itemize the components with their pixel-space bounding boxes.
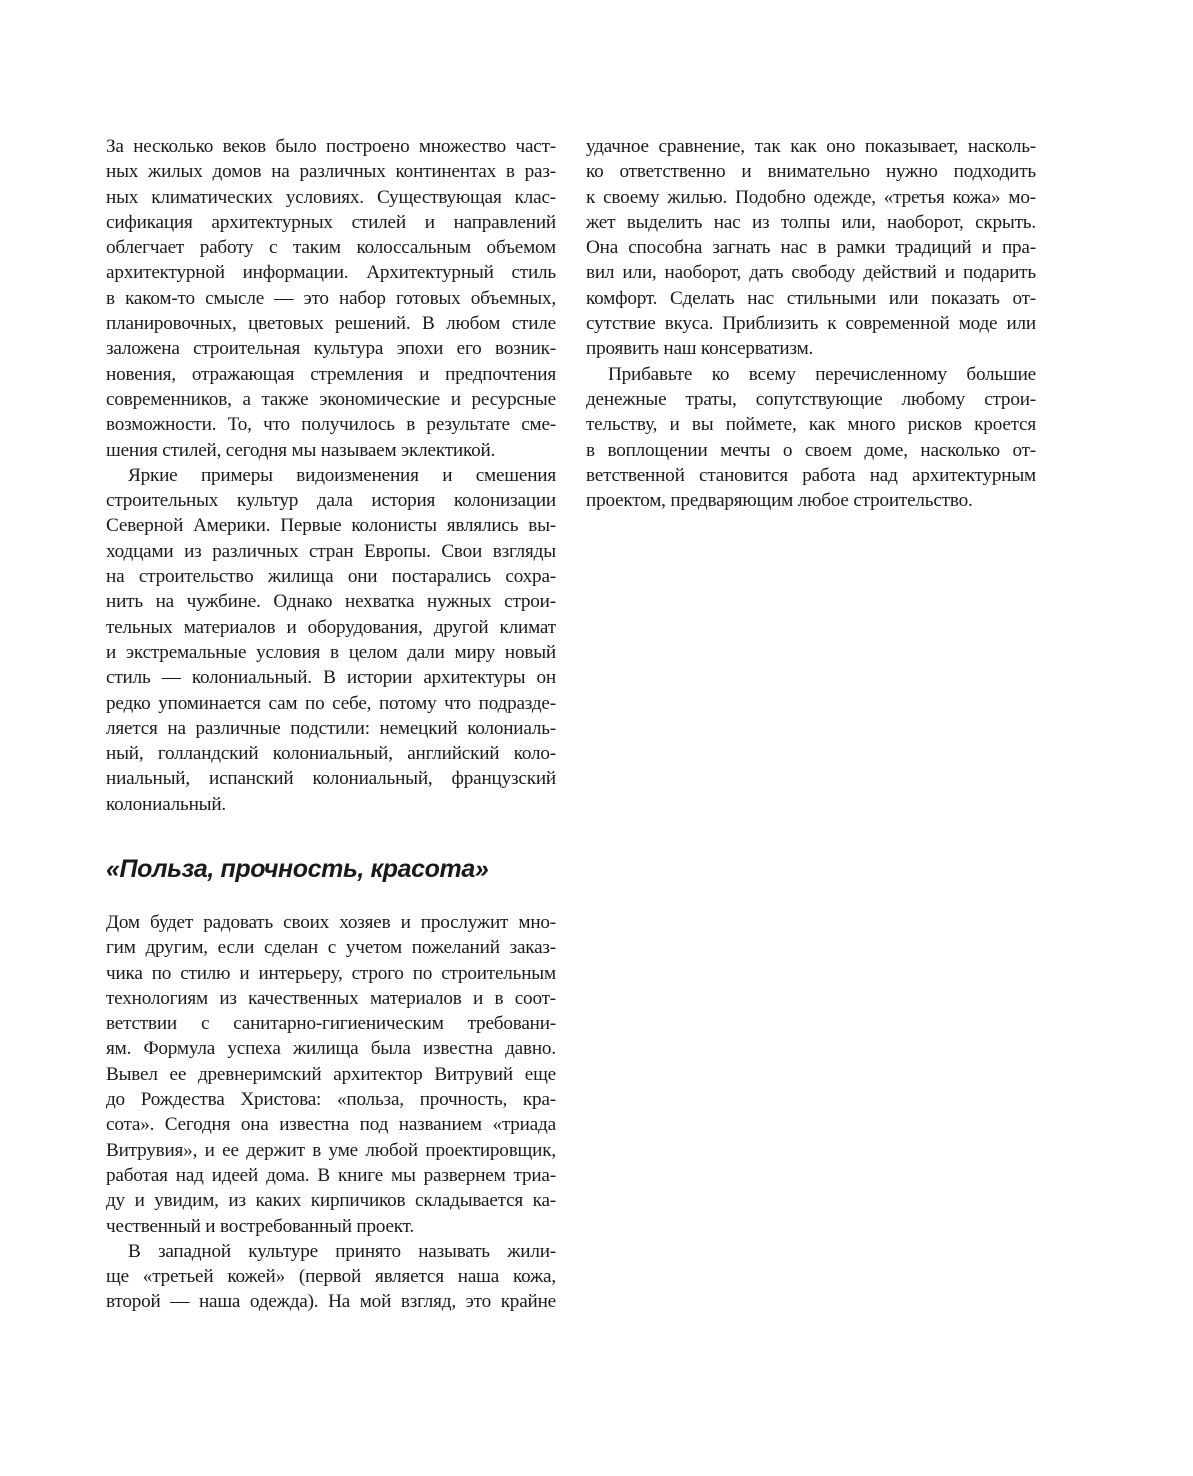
text-line: в каком-то смысле — это набор готовых объемных, xyxy=(106,287,556,309)
text-line: до Рождества Христова: «польза, прочность, кра- xyxy=(106,1089,556,1111)
text-line: ветствии с санитарно-гигиеническим требовани- xyxy=(106,1013,556,1035)
text-line: в воплощении мечты о своем доме, насколько от- xyxy=(586,439,1036,461)
text-line: ще «третьей кожей» (первой является наша кожа, xyxy=(106,1266,556,1288)
text-line: ных климатических условиях. Существующая клас- xyxy=(106,186,556,208)
text-line: чика по стилю и интерьеру, строго по строительным xyxy=(106,962,556,984)
text-line: к своему жилью. Подобно одежде, «третья кожа» мо- xyxy=(586,186,1036,208)
text-line: комфорт. Сделать нас стильными или показать от- xyxy=(586,287,1036,309)
text-line: второй — наша одежда). На мой взгляд, это крайне xyxy=(106,1291,556,1313)
text-line: За несколько веков было построено множество част- xyxy=(106,136,556,157)
text-line: ляется на различные подстили: немецкий колониаль- xyxy=(106,717,556,739)
text-line: современников, а также экономические и ресурсные xyxy=(106,388,556,410)
text-line: облегчает работу с таким колоссальным объемом xyxy=(106,237,556,259)
left-column xyxy=(106,134,556,817)
text-line: Она способна загнать нас в рамки традиций и пра- xyxy=(586,237,1036,259)
text-line: колониальный. xyxy=(106,793,227,815)
text-line: проявить наш консерватизм. xyxy=(586,338,814,360)
text-line: нить на чужбине. Однако нехватка нужных строи- xyxy=(106,591,556,613)
text-line: ду и увидим, из каких кирпичиков складывается ка- xyxy=(106,1190,556,1212)
text-line: сификация архитектурных стилей и направлений xyxy=(106,211,556,233)
text-line: чественный и востребованный проект. xyxy=(106,1215,415,1237)
text-line: ных жилых домов на различных континентах в раз- xyxy=(106,161,556,183)
text-line: тельству, и вы поймете, как много рисков кроется xyxy=(586,414,1036,436)
text-line: ко ответственно и внимательно нужно подходить xyxy=(586,161,1036,183)
paragraph xyxy=(106,910,556,1239)
text-line: архитектурной информации. Архитектурный стиль xyxy=(106,262,556,284)
text-line: работая над идеей дома. В книге мы развернем триа- xyxy=(106,1164,556,1186)
text-line: гим другим, если сделан с учетом пожеланий заказ- xyxy=(106,937,556,959)
text-line: Северной Америки. Первые колонисты являлись вы- xyxy=(106,515,556,537)
text-line: жет выделить нас из толпы или, наоборот, скрыть. xyxy=(586,211,1036,233)
text-line: редко упоминается сам по себе, потому что подразде- xyxy=(106,692,556,714)
text-line: ям. Формула успеха жилища была известна давно. xyxy=(106,1038,556,1060)
text-line: строительных культур дала история колонизации xyxy=(106,490,556,512)
text-line: возможности. То, что получилось в результате сме- xyxy=(106,414,556,436)
text-line: проектом, предваряющим любое строительство. xyxy=(586,490,973,512)
text-line: Дом будет радовать своих хозяев и прослужит мно- xyxy=(106,912,556,933)
text-line: ниальный, испанский колониальный, французский xyxy=(106,768,556,790)
text-line: новения, отражающая стремления и предпочтения xyxy=(106,363,556,385)
text-line: технологиям из качественных материалов и в соот- xyxy=(106,987,556,1009)
right-column xyxy=(586,134,1036,513)
text-line: шения стилей, сегодня мы называем эклектикой. xyxy=(106,439,496,461)
text-line: на строительство жилища они постарались сохра- xyxy=(106,566,556,588)
text-line: В западной культуре принято называть жили- xyxy=(128,1240,556,1262)
paragraph xyxy=(586,362,1036,514)
text-line: ходцами из различных стран Европы. Свои взгляды xyxy=(106,540,556,562)
text-line: сутствие вкуса. Приблизить к современной моде или xyxy=(586,313,1036,335)
text-line: тельных материалов и оборудования, другой климат xyxy=(106,616,556,638)
text-line: ный, голландский колониальный, английский коло- xyxy=(106,743,556,765)
text-line: планировочных, цветовых решений. В любом стиле xyxy=(106,313,556,335)
paragraph xyxy=(106,134,556,463)
text-line: сота». Сегодня она известна под названием «триада xyxy=(106,1114,556,1136)
text-line: Вывел ее древнеримский архитектор Витрувий еще xyxy=(106,1063,556,1085)
paragraph xyxy=(106,463,556,817)
text-line: Прибавьте ко всему перечисленному большие xyxy=(608,363,1036,385)
paragraph xyxy=(106,1239,556,1315)
text-line: удачное сравнение, так как оно показывает, насколь- xyxy=(586,136,1036,157)
text-line: заложена строительная культура эпохи его возник- xyxy=(106,338,556,360)
text-line: Яркие примеры видоизменения и смешения xyxy=(128,464,556,486)
text-line: Витрувия», и ее держит в уме любой проектировщик, xyxy=(106,1139,556,1161)
left-column-lower xyxy=(106,910,556,1315)
paragraph xyxy=(586,134,1036,362)
text-line: ветственной становится работа над архитектурным xyxy=(586,464,1036,486)
text-line: денежные траты, сопутствующие любому строи- xyxy=(586,388,1036,410)
text-line: и экстремальные условия в целом дали миру новый xyxy=(106,641,556,663)
section-heading: «Польза, прочность, красота» xyxy=(106,855,489,883)
text-line: стиль — колониальный. В истории архитектуры он xyxy=(106,667,556,689)
text-line: вил или, наоборот, дать свободу действий и подарить xyxy=(586,262,1036,284)
